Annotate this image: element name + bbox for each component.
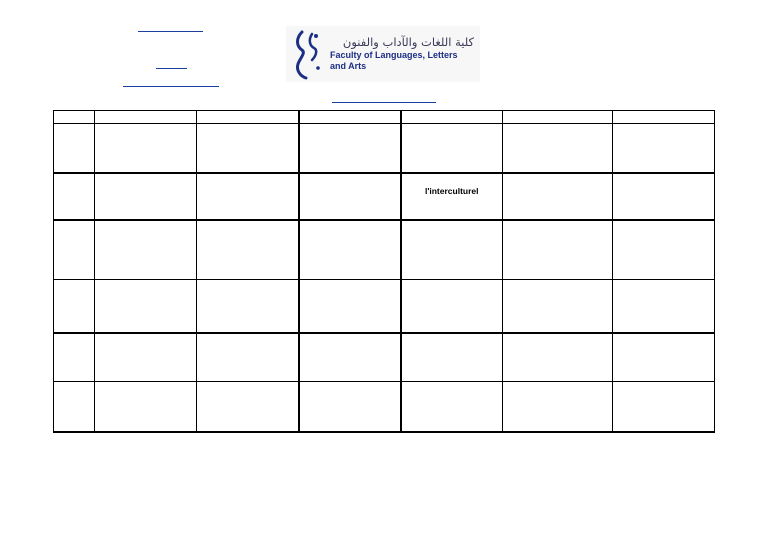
- table-cell: [95, 124, 197, 173]
- table-row: [54, 220, 715, 280]
- table-cell: [95, 111, 197, 124]
- course-label: l'interculturel: [424, 185, 479, 196]
- table-cell: [197, 280, 299, 333]
- table-cell: [54, 124, 95, 173]
- table-cell: [197, 382, 299, 432]
- table-cell: [613, 173, 715, 220]
- table-cell: [613, 111, 715, 124]
- table-cell: [401, 111, 503, 124]
- link-underline-4[interactable]: [332, 102, 436, 103]
- table-cell: [299, 220, 401, 280]
- table-cell: [197, 173, 299, 220]
- logo-text: [330, 34, 474, 72]
- table-cell: [299, 382, 401, 432]
- table-cell: [401, 382, 503, 432]
- table-cell: [54, 333, 95, 382]
- table-cell: [503, 220, 613, 280]
- table-cell: [613, 220, 715, 280]
- table-cell: [197, 124, 299, 173]
- logo-english-name: [330, 50, 474, 71]
- table-cell: [613, 382, 715, 432]
- logo-english-line2: and Arts: [330, 60, 367, 71]
- table-cell: [401, 220, 503, 280]
- logo-arabic-name: كلية اللغات والآداب والفنون: [342, 34, 474, 49]
- link-underline-3[interactable]: [123, 86, 219, 87]
- table-cell: [197, 111, 299, 124]
- faculty-emblem-icon: [290, 28, 326, 80]
- table-cell: [503, 111, 613, 124]
- table-cell: [401, 333, 503, 382]
- table-row: [54, 382, 715, 432]
- table-cell: [503, 382, 613, 432]
- table-cell: [299, 333, 401, 382]
- table-cell: [503, 333, 613, 382]
- table-cell: [54, 280, 95, 333]
- table-row: [54, 111, 715, 124]
- link-underline-2[interactable]: [156, 68, 187, 69]
- table-cell: [95, 173, 197, 220]
- table-cell: [401, 280, 503, 333]
- table-cell: [95, 333, 197, 382]
- table-cell: [401, 173, 503, 220]
- table-cell: [197, 220, 299, 280]
- table-cell: [613, 333, 715, 382]
- timetable: [53, 110, 715, 433]
- table-cell: [54, 220, 95, 280]
- table-cell: [401, 124, 503, 173]
- table-cell: [503, 280, 613, 333]
- table-cell: [613, 280, 715, 333]
- table-row: [54, 124, 715, 173]
- table-cell: [613, 124, 715, 173]
- logo-english-line1: Faculty of Languages, Letters: [330, 50, 458, 61]
- table-cell: [299, 111, 401, 124]
- table-row: [54, 173, 715, 220]
- table-cell: [95, 382, 197, 432]
- table-cell: [503, 124, 613, 173]
- table-cell: [95, 280, 197, 333]
- table-cell: [503, 173, 613, 220]
- faculty-logo: [286, 26, 480, 82]
- table-row: [54, 333, 715, 382]
- table-cell: [299, 124, 401, 173]
- link-underline-1[interactable]: [138, 31, 203, 32]
- table-row: [54, 280, 715, 333]
- table-cell: [54, 382, 95, 432]
- table-cell: [197, 333, 299, 382]
- table-cell: [95, 220, 197, 280]
- table-cell: [54, 111, 95, 124]
- table-cell: [54, 173, 95, 220]
- table-cell: [299, 280, 401, 333]
- table-cell: [299, 173, 401, 220]
